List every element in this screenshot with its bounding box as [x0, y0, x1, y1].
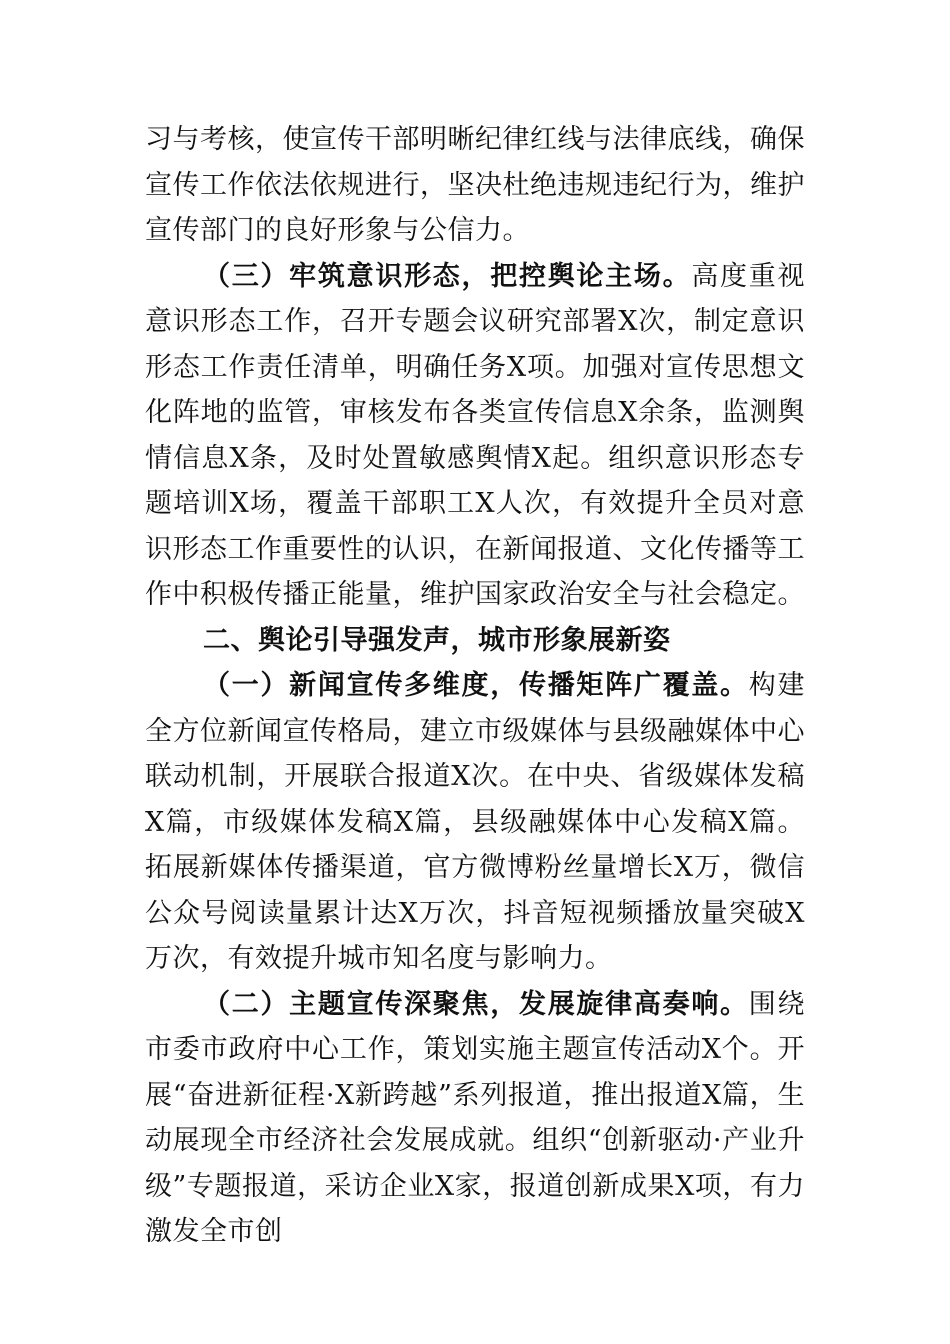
paragraph-ideology: [145, 254, 805, 618]
paragraph-theme-publicity: [145, 982, 805, 1255]
paragraph-news-publicity-body: 构建全方位新闻宣传格局，建立市级媒体与县级融媒体中心联动机制，开展联合报道X次。在中央、省级媒体发稿X篇，市级媒体发稿X篇，县级融媒体中心发稿X篇。拓展新媒体传播渠道，官方微博粉丝量增长X万，微信公众号阅读量累计达X万次，抖音短视频播放量突破X万次，有效提升城市知名度与影响力。: [145, 670, 806, 974]
paragraph-ideology-lead: （三）牢筑意识形态，把控舆论主场。: [203, 260, 692, 292]
paragraph-news-publicity-lead: （一）新闻宣传多维度，传播矩阵广覆盖。: [203, 670, 749, 701]
section-heading-2: 二、舆论引导强发声，城市形象展新姿: [203, 624, 671, 656]
paragraph-theme-publicity-lead: （二）主题宣传深聚焦，发展旋律高奏响。: [203, 988, 749, 1020]
paragraph-ideology-body: 高度重视意识形态工作，召开专题会议研究部署X次，制定意识形态工作责任清单，明确任务X项。加强对宣传思想文化阵地的监管，审核发布各类宣传信息X余条，监测舆情信息X条，及时处置敏感舆情X起。组织意识形态专题培训X场，覆盖干部职工X人次，有效提升全员对意识形态工作重要性的认识，在新闻报道、文化传播等工作中积极传播正能量，维护国家政治安全与社会稳定。: [145, 260, 806, 610]
paragraph-discipline-continued: 习与考核，使宣传干部明晰纪律红线与法律底线，确保宣传工作依法依规进行，坚决杜绝违规违纪行为，维护宣传部门的良好形象与公信力。: [145, 124, 805, 246]
document-page: [145, 117, 805, 1255]
paragraph-news-publicity: [145, 663, 805, 982]
paragraph-theme-publicity-body: 围绕市委市政府中心工作，策划实施主题宣传活动X个。开展“奋进新征程·X新跨越”系列报道，推出报道X篇，生动展现全市经济社会发展成就。组织“创新驱动·产业升级”专题报道，采访企业X家，报道创新成果X项，有力激发全市创: [145, 988, 806, 1247]
